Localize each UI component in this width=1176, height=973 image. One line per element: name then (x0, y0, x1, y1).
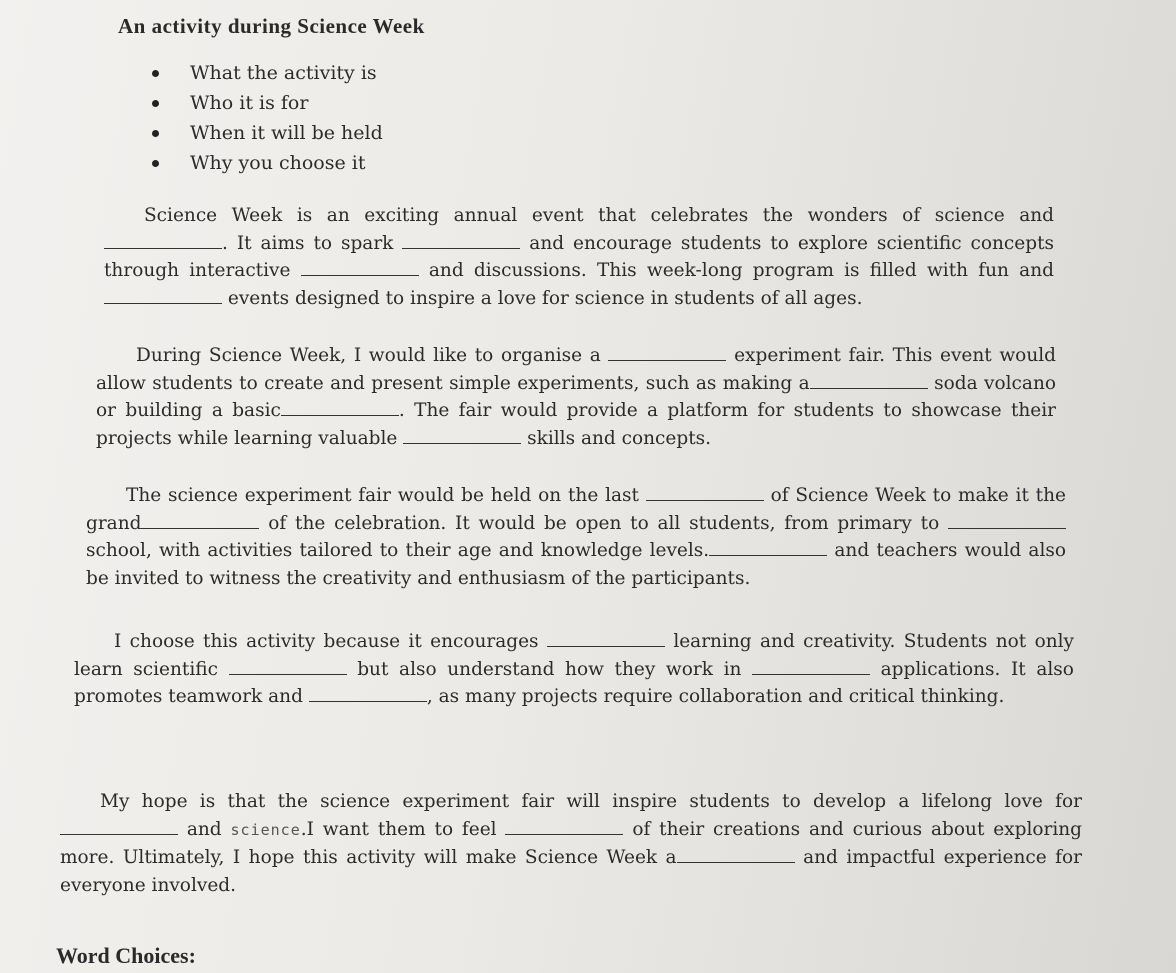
paragraph-reason: I choose this activity because it encourages learning and creativity. Students not only learn scientific but also understand how they work in applications. It also promotes teamwork and , as many projects require collaboration and critical thinking. (74, 631, 1075, 707)
blank-10[interactable] (141, 512, 259, 529)
blank-7[interactable] (281, 399, 399, 416)
blank-17[interactable] (60, 818, 178, 835)
word-choices-heading: Word Choices: (56, 943, 196, 968)
guideline-item: What the activity is (150, 58, 383, 88)
blank-12[interactable] (709, 539, 827, 556)
handwritten-answer: science (230, 820, 301, 839)
blank-3[interactable] (301, 259, 419, 276)
blank-11[interactable] (948, 512, 1066, 529)
blank-13[interactable] (547, 630, 665, 647)
bullet-icon (152, 160, 159, 167)
worksheet-title: An activity during Science Week (118, 14, 425, 38)
bullet-icon (152, 70, 159, 77)
guideline-item: Who it is for (150, 88, 383, 118)
blank-6[interactable] (810, 372, 928, 389)
blank-2[interactable] (402, 232, 520, 249)
blank-1[interactable] (104, 232, 222, 249)
blank-18[interactable] (505, 818, 623, 835)
guideline-item: When it will be held (150, 118, 383, 148)
bullet-icon (152, 130, 159, 137)
paragraph-introduction: Science Week is an exciting annual event that celebrates the wonders of science and . It aims to spark and encourage students to explore scientific concepts through interactive and discussions. This week-long program is filled with fun and events designed to inspire a love for science in students of all ages. (104, 205, 1054, 309)
blank-15[interactable] (752, 658, 870, 675)
blank-8[interactable] (403, 427, 521, 444)
bullet-icon (152, 100, 159, 107)
blank-4[interactable] (104, 287, 222, 304)
blank-19[interactable] (677, 846, 795, 863)
paragraph-hope: My hope is that the science experiment fair will inspire students to develop a lifelong love for and science.I want them to feel of their creations and curious about exploring more. Ultimately, I hope this activity will make Science Week a and impactful experience for everyone involved. (60, 791, 1083, 896)
guideline-item: Why you choose it (150, 148, 383, 178)
paragraph-timing: The science experiment fair would be held on the last of Science Week to make it the grand of the celebration. It would be open to all students, from primary to school, with activities tailored to their age and knowledge levels. and teachers would also be invited to witness the creativity and enthusiasm of the participants. (86, 485, 1066, 589)
blank-9[interactable] (646, 484, 764, 501)
guideline-list (150, 58, 383, 178)
blank-16[interactable] (309, 685, 427, 702)
paragraph-activity: During Science Week, I would like to organise a experiment fair. This event would allow students to create and present simple experiments, such as making a soda volcano or building a basic . The fair would provide a platform for students to showcase their projects while learning valuable skills and concepts. (96, 345, 1056, 449)
blank-14[interactable] (229, 658, 347, 675)
blank-5[interactable] (608, 344, 726, 361)
